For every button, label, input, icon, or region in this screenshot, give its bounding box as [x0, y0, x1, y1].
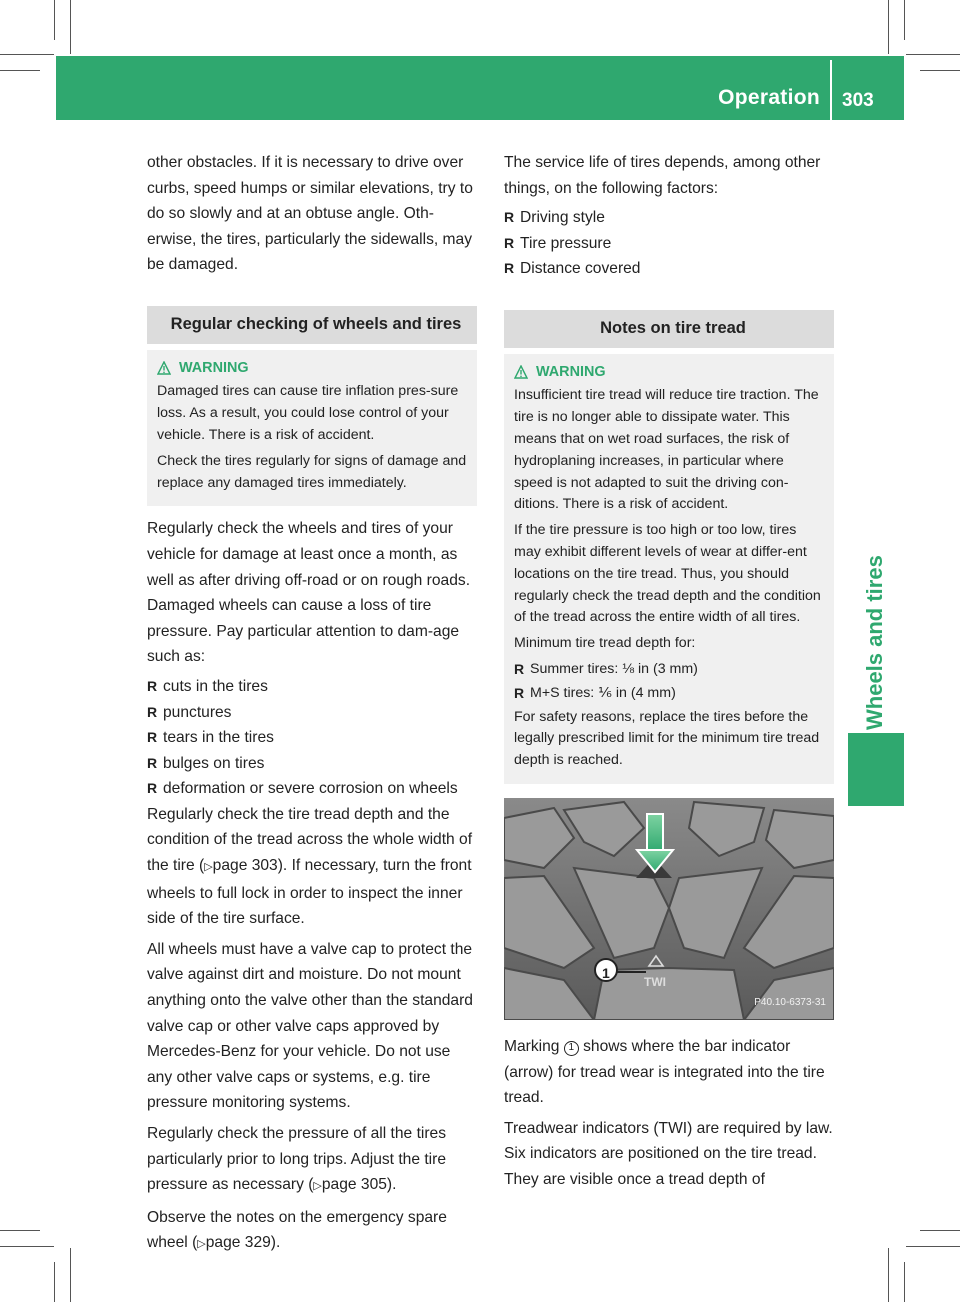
list-item: R Driving style: [504, 205, 834, 231]
damage-list: [147, 674, 477, 802]
body-paragraph: Marking 1 shows where the bar indicator (arrow) for tread wear is integrated into the tire tread.: [504, 1037, 825, 1107]
crop-mark: [70, 1248, 71, 1302]
crop-mark: [904, 1262, 905, 1302]
section-heading-tread: Notes on tire tread: [504, 310, 834, 348]
warning-box: [147, 350, 477, 507]
bullet-mark: R: [147, 703, 158, 720]
crop-mark: [70, 0, 71, 54]
right-column: [504, 150, 834, 1197]
figure-marker-number: 1: [602, 964, 610, 981]
crop-mark: [888, 0, 889, 54]
bullet-mark: R: [147, 677, 158, 694]
bullet-mark: R: [504, 209, 515, 226]
section-heading-wheels: Regular checking of wheels and tires: [147, 306, 477, 344]
crop-mark: [920, 1230, 960, 1231]
crop-mark: [54, 0, 55, 40]
bullet-mark: R: [504, 260, 515, 277]
warning-title-text: WARNING: [536, 363, 606, 380]
list-item: R Tire pressure: [504, 231, 834, 257]
page-reference-link[interactable]: page 329: [205, 1234, 271, 1252]
body-paragraph: Observe the notes on the emergency spare wheel (▷page 329).: [147, 1208, 447, 1252]
factor-list: [504, 205, 834, 282]
warning-title-text: WARNING: [179, 359, 249, 376]
crop-mark: [920, 70, 960, 71]
body-paragraph: Regularly check the wheels and tires of your vehicle for damage at least once a month, as well as after driving off-road or on rough roads. Damaged wheels can cause a loss of tire pressure. Pay particular attention to dam-age such as:: [147, 520, 471, 666]
crop-mark: [0, 54, 54, 55]
list-item: R punctures: [147, 700, 477, 726]
tire-tread-illustration: [504, 798, 834, 1020]
page-reference-link[interactable]: page 305: [321, 1176, 387, 1194]
crop-mark: [904, 0, 905, 40]
crop-mark: [888, 1248, 889, 1302]
warning-text: For safety reasons, replace the tires before the legally prescribed limit for the minimum tire tread depth is reached.: [514, 708, 820, 769]
crop-mark: [0, 70, 40, 71]
header-separator: [830, 60, 832, 120]
warning-text: Minimum tire tread depth for:: [514, 635, 696, 652]
warning-title: [514, 362, 826, 384]
body-paragraph: Regularly check the pressure of all the tires particularly prior to long trips. Adjust the tire pressure as necessary (▷page 305).: [147, 1125, 447, 1194]
warning-title: [157, 358, 469, 380]
list-item: R cuts in the tires: [147, 674, 477, 700]
crop-mark: [906, 54, 960, 55]
crop-mark: [0, 1230, 40, 1231]
body-paragraph: Treadwear indicators (TWI) are required by law. Six indicators are positioned on the tire tread. They are visible once a tread depth of: [504, 1119, 833, 1188]
list-item: R Distance covered: [504, 256, 834, 282]
warning-text: If the tire pressure is too high or too low, tires may exhibit different levels of wear at differ-ent locations on the tire tread. Thus, you should regularly check the tread depth and the condition of the tread across the entire width of all tires.: [514, 522, 821, 626]
left-column: [147, 150, 477, 1263]
page-reference-arrow-icon: ▷: [313, 1180, 322, 1193]
list-item: R bulges on tires: [147, 751, 477, 777]
warning-text: Check the tires regularly for signs of damage and replace any damaged tires immediately.: [157, 452, 467, 491]
bullet-mark: R: [147, 754, 158, 771]
page-reference-link[interactable]: page 303: [212, 857, 278, 875]
intro-paragraph: The service life of tires depends, among other things, on the following factors:: [504, 154, 821, 197]
twi-label: TWI: [644, 974, 666, 989]
crop-mark: [0, 1246, 54, 1247]
side-tab-block: [848, 733, 904, 806]
bullet-mark: R: [504, 234, 515, 251]
bullet-mark: R: [147, 729, 158, 746]
figure-caption: P40.10-6373-31: [754, 997, 826, 1009]
tire-tread-figure: [504, 798, 834, 1020]
page-reference-arrow-icon: ▷: [204, 861, 213, 874]
warning-box: [504, 354, 834, 784]
side-tab-label: Wheels and tires: [862, 555, 887, 730]
warning-text: Damaged tires can cause tire inflation pres-sure loss. As a result, you could lose control of your vehicle. There is a risk of accident.: [157, 383, 459, 443]
warning-triangle-icon: [157, 361, 171, 375]
list-item: R deformation or severe corrosion on wheels: [147, 776, 477, 802]
intro-paragraph: other obstacles. If it is necessary to drive over curbs, speed humps or similar elevations, try to do so slowly and at an obtuse angle. Oth-erwise, the tires, particularly the sidewalls, may be damaged.: [147, 154, 473, 274]
body-paragraph: All wheels must have a valve cap to protect the valve against dirt and moisture. Do not mount anything onto the valve other than the standard valve cap or other valve caps approved by Mercedes-Benz for your vehicle. Do not use any other valve caps or systems, e.g. tire pressure monitoring systems.: [147, 940, 473, 1112]
bullet-mark: R: [147, 780, 158, 797]
list-item: R tears in the tires: [147, 725, 477, 751]
page-number: 303: [842, 90, 874, 111]
crop-mark: [906, 1246, 960, 1247]
warning-triangle-icon: [514, 365, 528, 379]
crop-mark: [54, 1262, 55, 1302]
list-item: R M+S tires: ⅙ in (4 mm): [514, 683, 826, 705]
marker-number-icon: 1: [564, 1041, 579, 1056]
warning-text: Insufficient tire tread will reduce tire traction. The tire is no longer able to dissipate water. This means that on wet road surfaces, the risk of hydroplaning increases, in particular where speed is not adapted to suit the driving con-ditions. There is a risk of accident.: [514, 387, 819, 513]
list-item: R Summer tires: ⅛ in (3 mm): [514, 659, 826, 681]
tread-depth-list: [514, 659, 826, 705]
bullet-mark: R: [514, 660, 525, 677]
body-paragraph: Regularly check the tire tread depth and the condition of the tread across the whole width of the tire (▷page 303). If necessary, turn the front wheels to full lock in order to inspect the inner side of the tire surface.: [147, 805, 473, 928]
header-section-title: Operation: [718, 86, 820, 109]
bullet-mark: R: [514, 684, 525, 701]
page-reference-arrow-icon: ▷: [197, 1238, 206, 1251]
